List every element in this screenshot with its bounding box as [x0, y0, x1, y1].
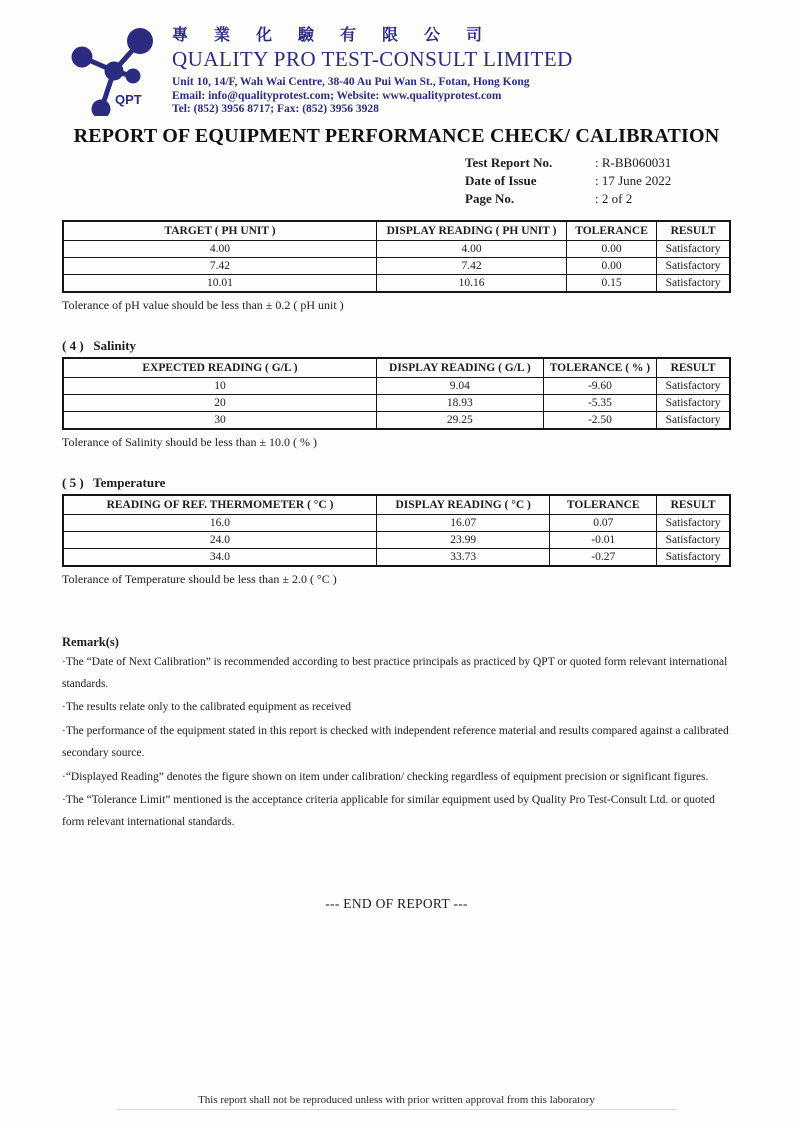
remarks-section — [62, 635, 731, 834]
column-header: DISPLAY READING ( G/L ) — [376, 358, 543, 378]
date-of-issue-label: Date of Issue — [465, 172, 537, 188]
column-header: DISPLAY READING ( PH UNIT ) — [376, 221, 566, 241]
table-cell: 0.15 — [567, 275, 657, 292]
table-header-row — [63, 495, 730, 515]
table-cell: 7.42 — [63, 258, 376, 275]
table-cell: -0.27 — [550, 549, 657, 566]
table-cell: 10.16 — [376, 275, 566, 292]
table-cell: -9.60 — [543, 378, 656, 395]
table-cell: 18.93 — [376, 395, 543, 412]
remark-item: ·“Displayed Reading” denotes the figure shown on item under calibration/ checking regardless of equipment precision or significant figures. — [62, 770, 709, 783]
temperature-tolerance-note: Tolerance of Temperature should be less than ± 2.0 ( °C ) — [62, 571, 337, 586]
test-report-no-label: Test Report No. — [465, 154, 553, 170]
column-header: RESULT — [657, 221, 730, 241]
remark-item: ·The “Tolerance Limit” mentioned is the acceptance criteria applicable for similar equipment used by Quality Pro Test-Consult Ltd. or quoted form relevant international standards. — [62, 794, 715, 829]
table-cell: Satisfactory — [657, 241, 730, 258]
table-cell: Satisfactory — [657, 395, 730, 412]
report-info-row — [465, 172, 731, 190]
table-cell: 0.07 — [550, 515, 657, 532]
ph-table — [62, 220, 731, 293]
table-cell: 33.73 — [376, 549, 549, 566]
table-cell: Satisfactory — [657, 258, 730, 275]
footer — [0, 1094, 793, 1110]
table-cell: 4.00 — [63, 241, 376, 258]
column-header: TARGET ( PH UNIT ) — [63, 221, 376, 241]
table-row — [63, 549, 730, 566]
table-row — [63, 532, 730, 549]
table-row — [63, 395, 730, 412]
table-row — [63, 258, 730, 275]
column-header: TOLERANCE — [567, 221, 657, 241]
table-cell: 10 — [63, 378, 376, 395]
temperature-table — [62, 494, 731, 567]
table-cell: -2.50 — [543, 412, 656, 429]
table-cell: 10.01 — [63, 275, 376, 292]
remark-item: ·The “Date of Next Calibration” is recommended according to best practice principals as practiced by QPT or quoted form relevant international standards. — [62, 655, 728, 690]
footer-divider — [117, 1109, 677, 1110]
company-contact-tel-fax: Tel: (852) 3956 8717; Fax: (852) 3956 3928 — [172, 103, 379, 116]
table-cell: 29.25 — [376, 412, 543, 429]
table-cell: 16.07 — [376, 515, 549, 532]
report-info-block — [465, 154, 731, 208]
table-cell: Satisfactory — [657, 275, 730, 292]
salinity-section-label: ( 4 ) Salinity — [62, 337, 137, 353]
remarks-heading: Remark(s) — [62, 634, 119, 649]
column-header: TOLERANCE ( % ) — [543, 358, 656, 378]
remark-item: ·The performance of the equipment stated in this report is checked with independent reference material and results compared against a calibrated secondary source. — [62, 724, 729, 760]
molecule-logo-icon — [62, 14, 164, 116]
table-header-row — [63, 221, 730, 241]
company-address: Unit 10, 14/F, Wah Wai Centre, 38-40 Au Pui Wan St., Fotan, Hong Kong — [172, 76, 530, 88]
table-cell: Satisfactory — [657, 412, 730, 429]
table-row — [63, 515, 730, 532]
remarks-list — [62, 651, 731, 834]
company-info — [172, 14, 573, 117]
remark-item: ·The results relate only to the calibrated equipment as received — [62, 701, 351, 714]
table-cell: 30 — [63, 412, 376, 429]
company-name-chinese: 專 業 化 驗 有 限 公 司 — [172, 27, 494, 44]
table-cell: Satisfactory — [657, 515, 730, 532]
column-header: EXPECTED READING ( G/L ) — [63, 358, 376, 378]
page-title: REPORT OF EQUIPMENT PERFORMANCE CHECK/ CALIBRATION — [73, 124, 720, 147]
table-cell: 9.04 — [376, 378, 543, 395]
table-cell: Satisfactory — [657, 378, 730, 395]
column-header: RESULT — [657, 495, 730, 515]
page-no-label: Page No. — [465, 190, 515, 206]
table-cell: 16.0 — [63, 515, 376, 532]
table-row — [63, 275, 730, 292]
salinity-tolerance-note: Tolerance of Salinity should be less than ± 10.0 ( % ) — [62, 434, 318, 449]
company-contact-email-website: Email: info@qualityprotest.com; Website: www.qualityprotest.com — [172, 89, 502, 102]
company-name-english: QUALITY PRO TEST-CONSULT LIMITED — [172, 47, 573, 71]
table-row — [63, 241, 730, 258]
column-header: RESULT — [657, 358, 730, 378]
company-logo — [62, 14, 164, 116]
table-cell: 20 — [63, 395, 376, 412]
table-cell: -5.35 — [543, 395, 656, 412]
logo-qpt-text: QPT — [115, 92, 142, 107]
footer-disclaimer: This report shall not be reproduced unless with prior written approval from this laboratory — [198, 1094, 595, 1106]
table-cell: 0.00 — [567, 258, 657, 275]
table-header-row — [63, 358, 730, 378]
table-cell: 0.00 — [567, 241, 657, 258]
table-cell: 34.0 — [63, 549, 376, 566]
end-of-report-text: --- END OF REPORT --- — [325, 895, 468, 911]
column-header: DISPLAY READING ( °C ) — [376, 495, 549, 515]
column-header: READING OF REF. THERMOMETER ( °C ) — [63, 495, 376, 515]
report-info-row — [465, 190, 731, 208]
table-cell: 7.42 — [376, 258, 566, 275]
temperature-section-label: ( 5 ) Temperature — [62, 474, 166, 490]
table-cell: 4.00 — [376, 241, 566, 258]
table-cell: -0.01 — [550, 532, 657, 549]
report-info-row — [465, 154, 731, 172]
column-header: TOLERANCE — [550, 495, 657, 515]
ph-tolerance-note: Tolerance of pH value should be less than ± 0.2 ( pH unit ) — [62, 297, 344, 312]
table-row — [63, 378, 730, 395]
table-row — [63, 412, 730, 429]
letterhead — [62, 14, 731, 117]
test-report-no-value: : R-BB060031 — [595, 154, 672, 170]
table-cell: 24.0 — [63, 532, 376, 549]
table-cell: Satisfactory — [657, 549, 730, 566]
salinity-table — [62, 357, 731, 430]
table-cell: 23.99 — [376, 532, 549, 549]
table-cell: Satisfactory — [657, 532, 730, 549]
page-no-value: : 2 of 2 — [595, 190, 633, 206]
date-of-issue-value: : 17 June 2022 — [595, 172, 672, 188]
